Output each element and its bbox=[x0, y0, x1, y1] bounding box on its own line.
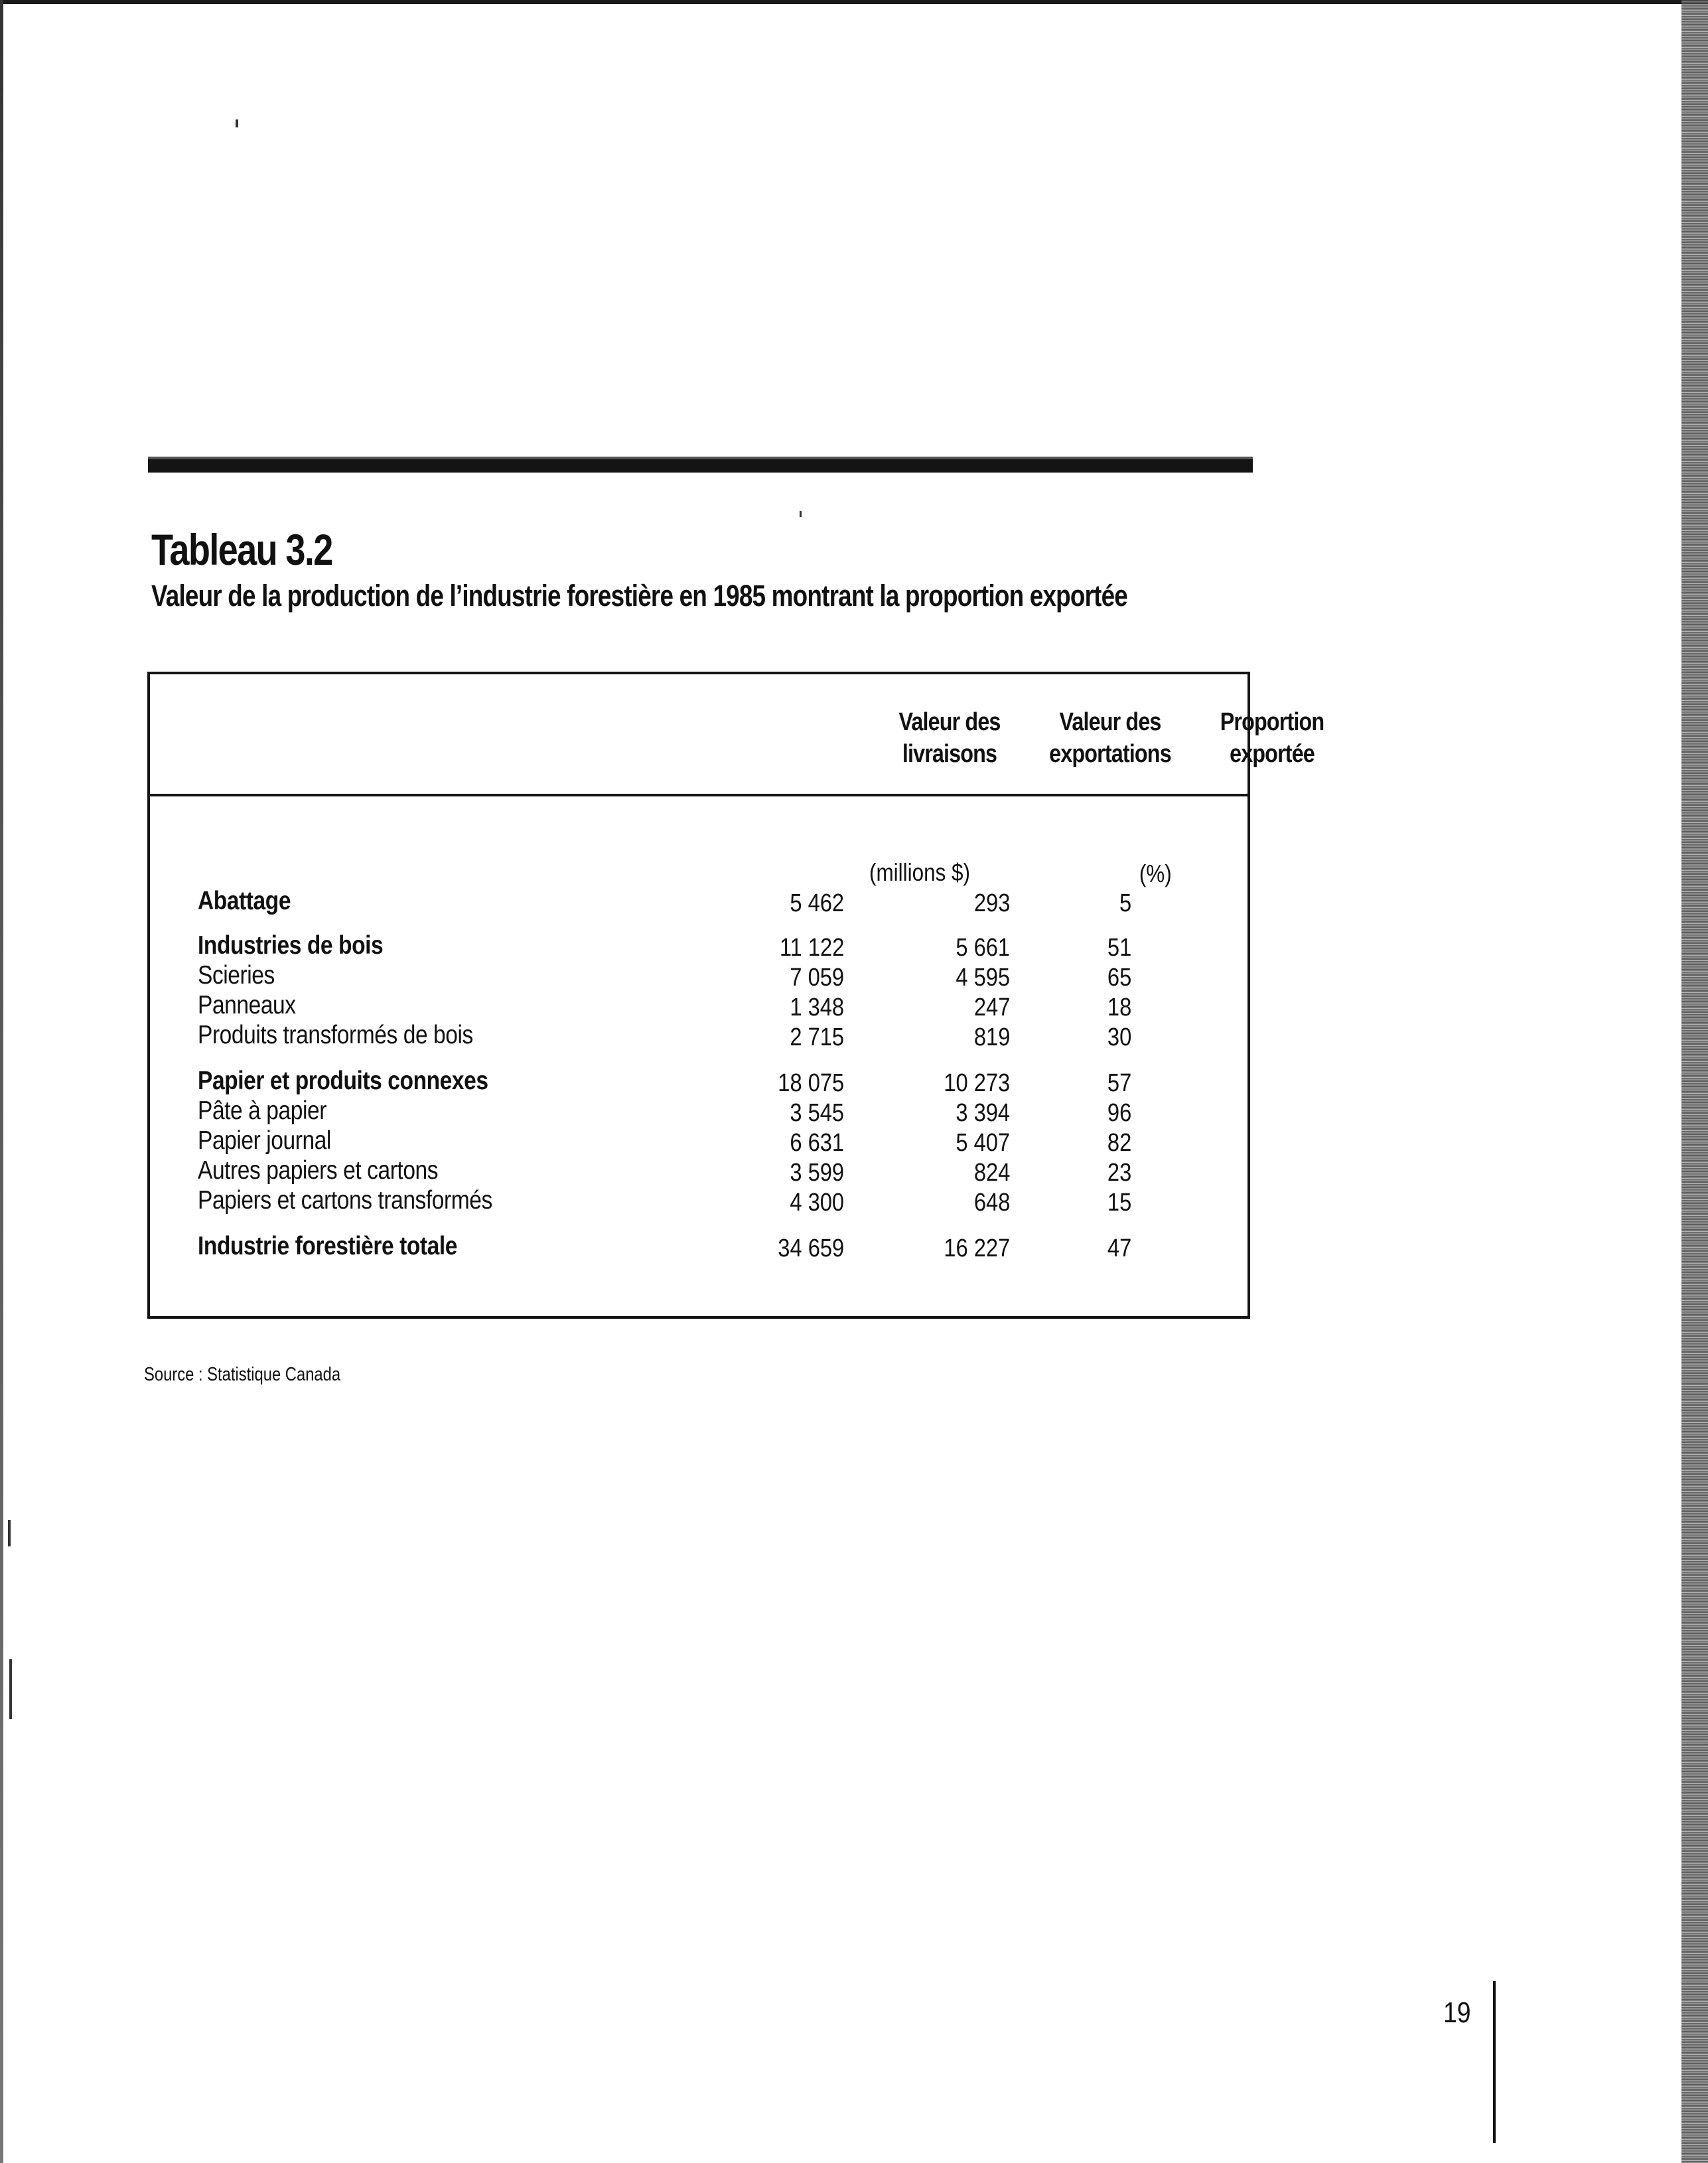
row-label: Abattage bbox=[198, 887, 291, 915]
cell-livraisons: 1 348 bbox=[790, 994, 844, 1021]
cell-exportations: 16 227 bbox=[944, 1234, 1010, 1262]
cell-exportations: 5 407 bbox=[956, 1129, 1010, 1157]
cell-proportion: 15 bbox=[1107, 1189, 1131, 1217]
cell-exportations: 10 273 bbox=[944, 1069, 1010, 1097]
cell-livraisons: 4 300 bbox=[790, 1189, 844, 1217]
cell-proportion: 30 bbox=[1107, 1023, 1131, 1051]
cell-livraisons: 11 122 bbox=[779, 934, 844, 962]
row-label: Papier journal bbox=[198, 1126, 331, 1155]
scan-speck bbox=[800, 511, 802, 517]
column-header-line: exportations bbox=[1049, 740, 1171, 768]
page-right-edge bbox=[1681, 0, 1708, 2163]
row-label: Autres papiers et cartons bbox=[198, 1156, 439, 1185]
row-label: Produits transformés de bois bbox=[198, 1021, 473, 1049]
cell-exportations: 3 394 bbox=[956, 1099, 1010, 1127]
table-row bbox=[150, 1096, 1247, 1126]
cell-proportion: 82 bbox=[1107, 1129, 1131, 1157]
table-row bbox=[150, 1126, 1247, 1156]
header-rule-bar bbox=[148, 457, 1253, 473]
cell-exportations: 5 661 bbox=[956, 934, 1010, 962]
column-header-line: Valeur des bbox=[898, 708, 1001, 736]
table-title: Valeur de la production de l’industrie forestière en 1985 montrant la proportion exportée bbox=[151, 579, 1128, 613]
cell-exportations: 4 595 bbox=[956, 964, 1010, 992]
cell-livraisons: 5 462 bbox=[790, 889, 844, 917]
unit-label-percent: (%) bbox=[1139, 860, 1172, 887]
table-row bbox=[150, 1186, 1247, 1216]
column-header-exportations bbox=[1026, 706, 1195, 770]
column-header-proportion bbox=[1188, 706, 1357, 770]
unit-label-values: (millions $) bbox=[869, 859, 971, 886]
page-number: 19 bbox=[1443, 1996, 1471, 2029]
column-header-line: exportée bbox=[1230, 740, 1315, 768]
row-label: Papiers et cartons transformés bbox=[198, 1186, 492, 1215]
table-row bbox=[150, 961, 1247, 991]
column-header-line: livraisons bbox=[902, 740, 997, 768]
page-top-edge bbox=[0, 0, 1708, 4]
cell-proportion: 96 bbox=[1107, 1099, 1131, 1127]
cell-exportations: 819 bbox=[973, 1023, 1010, 1051]
table-row bbox=[150, 931, 1247, 961]
cell-livraisons: 7 059 bbox=[790, 964, 844, 992]
cell-livraisons: 2 715 bbox=[790, 1023, 844, 1051]
column-header-line: Proportion bbox=[1220, 708, 1324, 736]
table-row bbox=[150, 1021, 1247, 1051]
page-left-edge bbox=[0, 0, 3, 2163]
table-row bbox=[150, 1232, 1247, 1262]
cell-exportations: 293 bbox=[973, 889, 1010, 917]
cell-livraisons: 3 545 bbox=[790, 1099, 844, 1127]
cell-livraisons: 18 075 bbox=[778, 1069, 844, 1097]
row-label: Panneaux bbox=[198, 991, 296, 1019]
cell-livraisons: 3 599 bbox=[790, 1159, 844, 1187]
cell-exportations: 824 bbox=[973, 1159, 1010, 1187]
row-label: Pâte à papier bbox=[198, 1096, 326, 1125]
table-header-divider bbox=[150, 794, 1247, 796]
column-header-line: Valeur des bbox=[1059, 708, 1161, 736]
cell-exportations: 648 bbox=[973, 1189, 1010, 1217]
source-note: Source : Statistique Canada bbox=[144, 1364, 341, 1385]
row-label: Papier et produits connexes bbox=[198, 1067, 488, 1095]
page-number-rule bbox=[1493, 1981, 1496, 2143]
cell-proportion: 51 bbox=[1107, 934, 1131, 962]
cell-proportion: 23 bbox=[1107, 1159, 1131, 1187]
cell-proportion: 57 bbox=[1107, 1069, 1131, 1097]
table-row bbox=[150, 1156, 1247, 1186]
row-label: Industries de bois bbox=[198, 931, 384, 960]
cell-proportion: 18 bbox=[1107, 994, 1131, 1021]
cell-proportion: 5 bbox=[1119, 889, 1131, 917]
cell-livraisons: 6 631 bbox=[790, 1129, 844, 1157]
cell-proportion: 65 bbox=[1107, 964, 1131, 992]
row-label: Industrie forestière totale bbox=[198, 1232, 457, 1260]
scan-speck bbox=[8, 1520, 11, 1546]
cell-livraisons: 34 659 bbox=[778, 1234, 844, 1262]
data-table bbox=[147, 672, 1324, 1319]
table-row bbox=[150, 1067, 1247, 1096]
row-label: Scieries bbox=[198, 961, 275, 990]
table-row bbox=[150, 887, 1247, 917]
table-number: Tableau 3.2 bbox=[151, 525, 332, 574]
scan-speck bbox=[236, 119, 238, 127]
table-row bbox=[150, 991, 1247, 1021]
scan-speck bbox=[9, 1659, 12, 1719]
cell-proportion: 47 bbox=[1107, 1234, 1131, 1262]
cell-exportations: 247 bbox=[973, 994, 1010, 1021]
column-header-livraisons bbox=[865, 706, 1034, 770]
